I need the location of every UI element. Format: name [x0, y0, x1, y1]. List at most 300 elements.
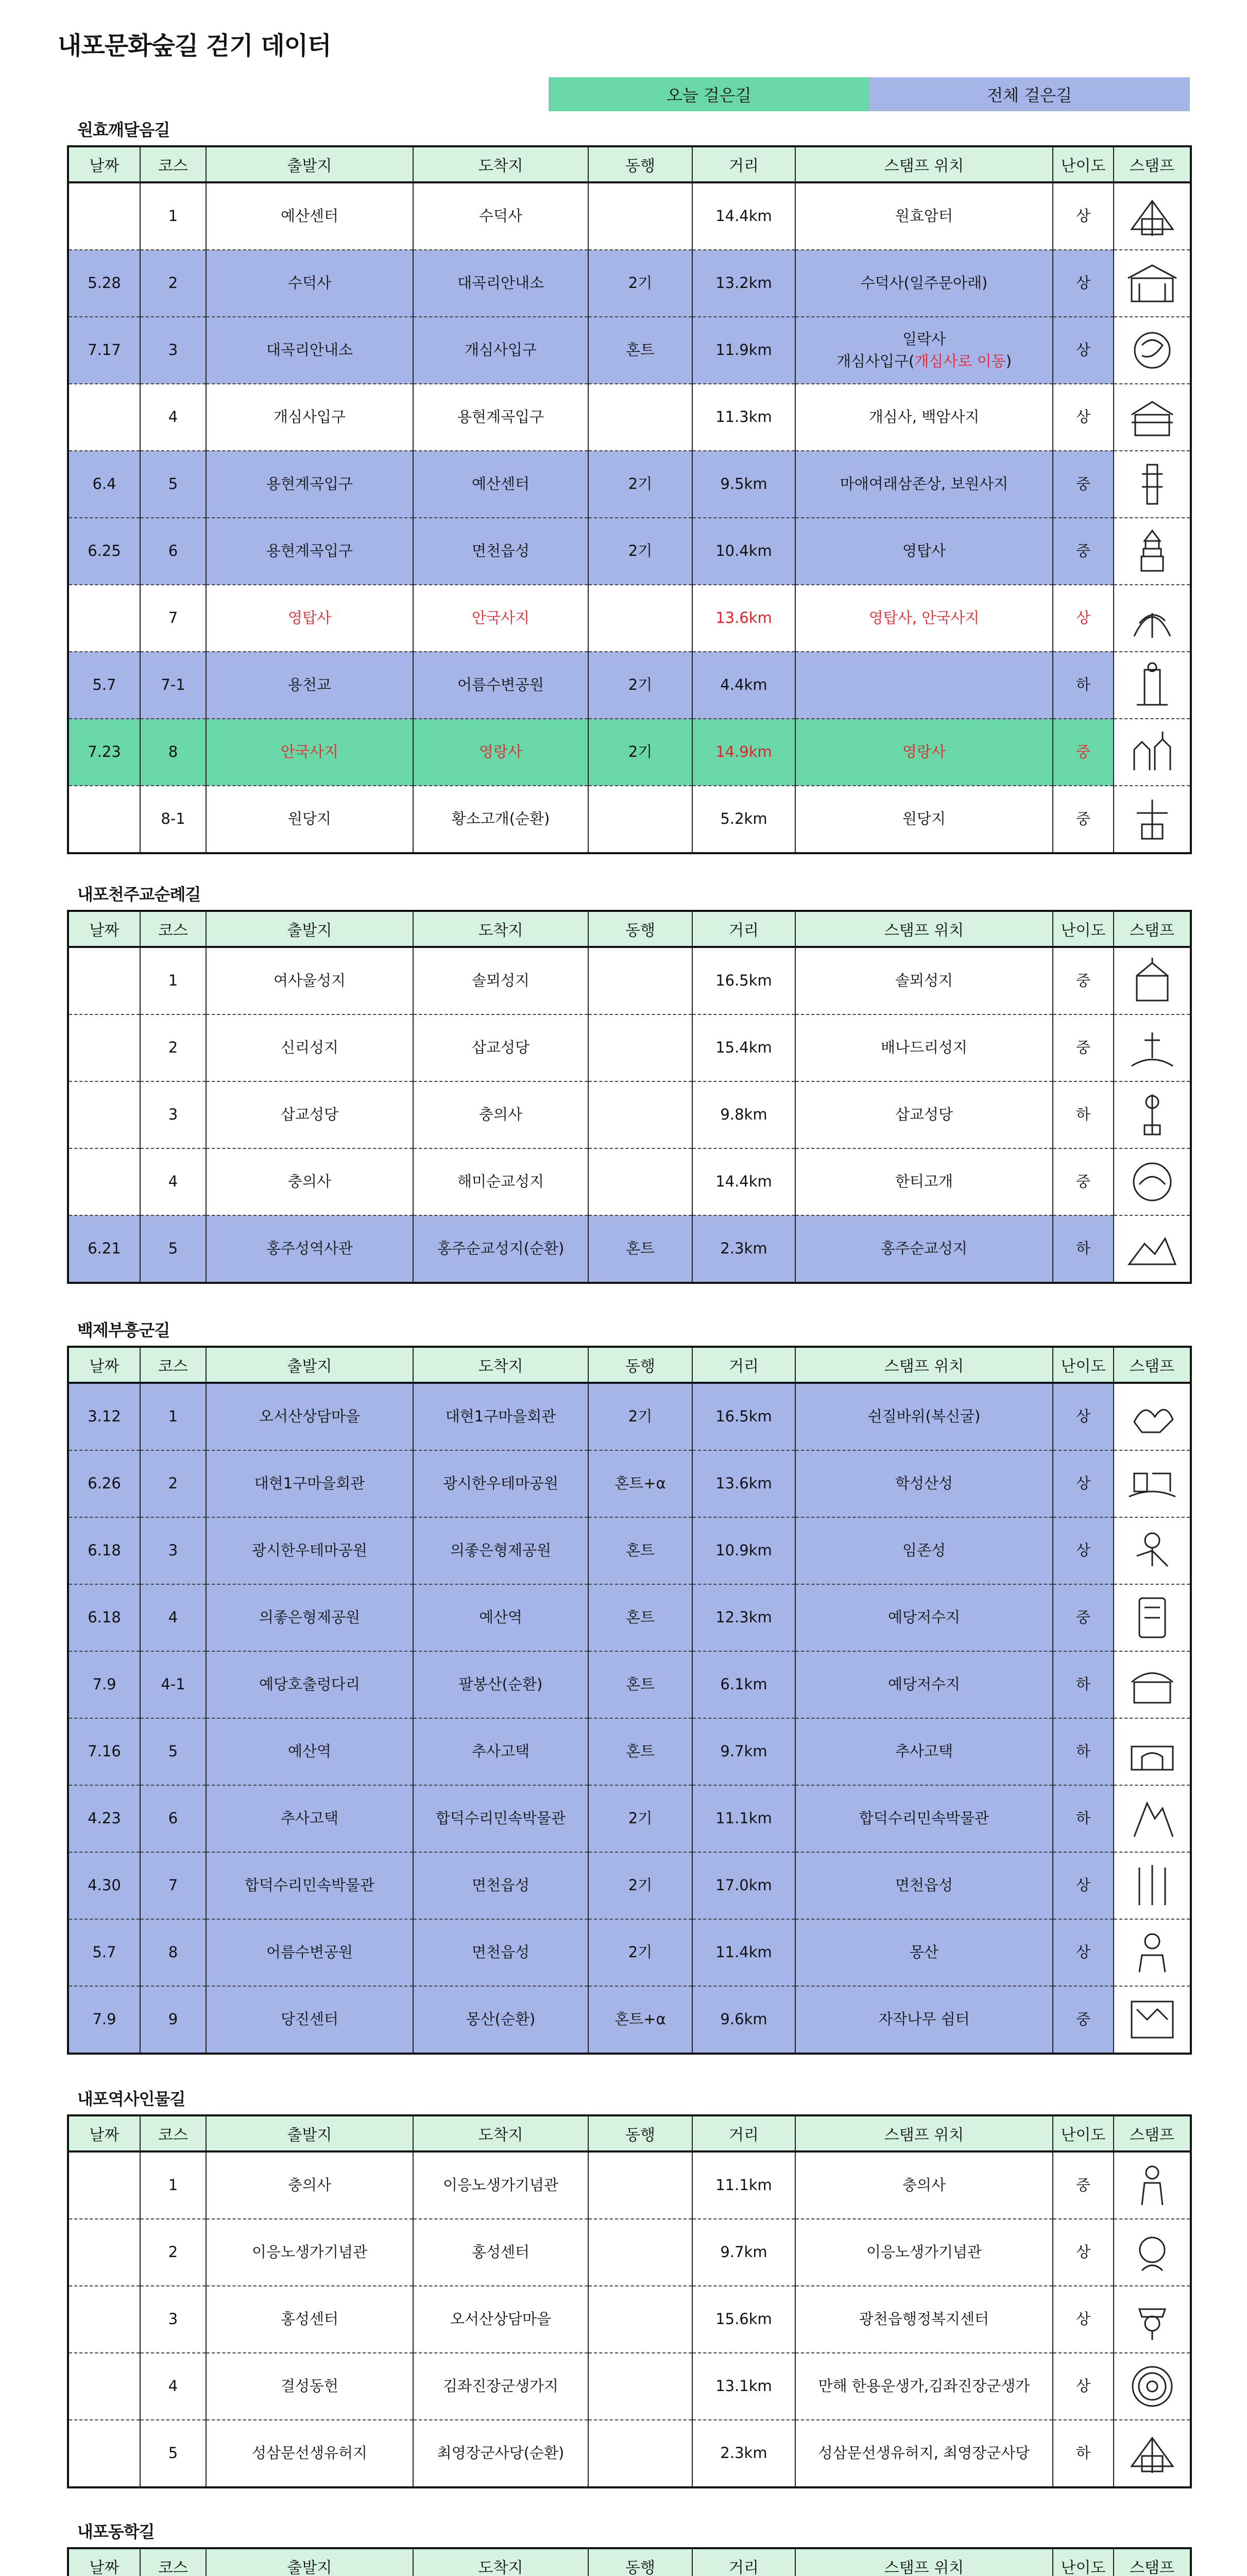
tree-stamp-icon — [1124, 659, 1181, 711]
end-cell: 안국사지 — [413, 585, 588, 652]
section-title: 백제부흥군길 — [77, 1320, 170, 1340]
course-cell: 7-1 — [140, 652, 206, 719]
table-row — [68, 250, 1191, 317]
section-title: 내포동학길 — [77, 2522, 155, 2541]
table-row — [68, 317, 1191, 384]
stamp-image-cell — [1114, 384, 1191, 451]
route-section — [67, 120, 1190, 854]
table-row — [68, 2151, 1191, 2219]
start-cell: 용현계곡입구 — [206, 451, 413, 518]
general-stamp-icon — [1124, 2428, 1181, 2479]
companion-cell: 혼트 — [588, 1584, 692, 1651]
difficulty-cell: 상 — [1053, 384, 1114, 451]
stamp-location-cell: 배나드리성지 — [795, 1014, 1053, 1081]
fisherman-stamp-icon — [1124, 1659, 1181, 1710]
column-header: 난이도 — [1053, 2115, 1114, 2151]
stamp-location-cell: 수덕사(일주문아래) — [795, 250, 1053, 317]
route-table — [67, 910, 1192, 1284]
column-header: 출발지 — [206, 2115, 413, 2151]
start-cell: 원당지 — [206, 786, 413, 853]
table-row — [68, 786, 1191, 853]
rock-stamp-icon — [1124, 1391, 1181, 1443]
distance-cell: 17.0km — [692, 1852, 795, 1919]
table-row — [68, 1215, 1191, 1283]
column-header: 코스 — [140, 2548, 206, 2576]
start-cell: 안국사지 — [206, 719, 413, 786]
table-row — [68, 1785, 1191, 1852]
companion-cell: 2기 — [588, 1383, 692, 1450]
column-header: 스탬프 — [1114, 911, 1191, 947]
course-cell: 4-1 — [140, 1651, 206, 1718]
difficulty-cell: 상 — [1053, 2219, 1114, 2286]
end-cell: 홍주순교성지(순환) — [413, 1215, 588, 1283]
cathedral-stamp-icon — [1124, 1089, 1181, 1141]
start-cell: 합덕수리민속박물관 — [206, 1852, 413, 1919]
course-cell: 2 — [140, 250, 206, 317]
column-header: 거리 — [692, 1347, 795, 1383]
date-cell: 5.7 — [68, 652, 140, 719]
difficulty-cell: 중 — [1053, 1014, 1114, 1081]
date-cell: 5.7 — [68, 1919, 140, 1986]
date-cell: 6.4 — [68, 451, 140, 518]
date-cell: 7.17 — [68, 317, 140, 384]
difficulty-cell: 상 — [1053, 1383, 1114, 1450]
table-row — [68, 451, 1191, 518]
date-cell — [68, 1081, 140, 1148]
column-header: 출발지 — [206, 146, 413, 182]
companion-cell: 혼트 — [588, 1651, 692, 1718]
table-row — [68, 518, 1191, 585]
column-header: 스탬프 — [1114, 2115, 1191, 2151]
start-cell: 충의사 — [206, 2151, 413, 2219]
course-cell: 2 — [140, 2219, 206, 2286]
start-cell: 신리성지 — [206, 1014, 413, 1081]
table-row — [68, 1383, 1191, 1450]
course-cell: 4 — [140, 384, 206, 451]
table-row — [68, 1148, 1191, 1215]
difficulty-cell: 상 — [1053, 2286, 1114, 2353]
companion-cell — [588, 2151, 692, 2219]
end-cell: 광시한우테마공원 — [413, 1450, 588, 1517]
end-cell: 수덕사 — [413, 182, 588, 250]
stamp-location-cell: 충의사 — [795, 2151, 1053, 2219]
column-header: 날짜 — [68, 2548, 140, 2576]
difficulty-cell: 상 — [1053, 1852, 1114, 1919]
column-header: 코스 — [140, 911, 206, 947]
table-row — [68, 1014, 1191, 1081]
stamp-image-cell — [1114, 2353, 1191, 2420]
end-cell: 예산센터 — [413, 451, 588, 518]
route-section — [67, 1320, 1190, 2055]
cross-stamp-icon — [1124, 1022, 1181, 1074]
distance-cell: 16.5km — [692, 947, 795, 1014]
companion-cell — [588, 384, 692, 451]
table-row — [68, 1450, 1191, 1517]
stamp-image-cell — [1114, 786, 1191, 853]
column-header: 코스 — [140, 146, 206, 182]
date-cell: 7.9 — [68, 1651, 140, 1718]
stamp-image-cell — [1114, 1718, 1191, 1785]
end-cell: 어름수변공원 — [413, 652, 588, 719]
section-title: 원효깨달음길 — [77, 120, 170, 140]
stamp-image-cell — [1114, 451, 1191, 518]
start-cell: 추사고택 — [206, 1785, 413, 1852]
end-cell: 김좌진장군생가지 — [413, 2353, 588, 2420]
course-cell: 1 — [140, 947, 206, 1014]
distance-cell: 15.6km — [692, 2286, 795, 2353]
date-cell — [68, 2151, 140, 2219]
stamp-location-cell: 합덕수리민속박물관 — [795, 1785, 1053, 1852]
column-header: 스탬프 위치 — [795, 1347, 1053, 1383]
column-header: 스탬프 — [1114, 1347, 1191, 1383]
tree-stamp-icon — [1124, 592, 1181, 644]
distance-cell: 11.9km — [692, 317, 795, 384]
calligraphy-stamp-icon — [1124, 325, 1181, 376]
column-header: 도착지 — [413, 2115, 588, 2151]
end-cell: 이응노생가기념관 — [413, 2151, 588, 2219]
end-cell: 용현계곡입구 — [413, 384, 588, 451]
companion-cell: 혼트+α — [588, 1986, 692, 2054]
stamp-location-cell: 영탑사, 안국사지 — [795, 585, 1053, 652]
page-title: 내포문화숲길 걷기 데이터 — [58, 31, 331, 60]
church-stamp-icon — [1124, 955, 1181, 1007]
museum-stamp-icon — [1124, 1793, 1181, 1844]
course-cell: 1 — [140, 2151, 206, 2219]
companion-cell: 2기 — [588, 719, 692, 786]
date-cell: 7.9 — [68, 1986, 140, 2054]
course-cell: 2 — [140, 1450, 206, 1517]
end-cell: 최영장군사당(순환) — [413, 2420, 588, 2487]
companion-cell — [588, 182, 692, 250]
date-cell: 7.16 — [68, 1718, 140, 1785]
route-table — [67, 145, 1192, 854]
companion-cell: 혼트 — [588, 1517, 692, 1584]
difficulty-cell: 상 — [1053, 1517, 1114, 1584]
course-cell: 8 — [140, 719, 206, 786]
start-cell: 어름수변공원 — [206, 1919, 413, 1986]
difficulty-cell: 상 — [1053, 182, 1114, 250]
start-cell: 충의사 — [206, 1148, 413, 1215]
end-cell: 면천읍성 — [413, 1919, 588, 1986]
mountain-stamp-icon — [1124, 1927, 1181, 1978]
companion-cell: 2기 — [588, 451, 692, 518]
stamp-location-cell: 일락사 개심사입구(개심사로 이동) — [795, 317, 1053, 384]
date-cell: 6.26 — [68, 1450, 140, 1517]
stamp-location-cell: 만해 한용운생가,김좌진장군생가 — [795, 2353, 1053, 2420]
stamp-location-cell: 한티고개 — [795, 1148, 1053, 1215]
date-cell — [68, 2353, 140, 2420]
distance-cell: 15.4km — [692, 1014, 795, 1081]
difficulty-cell: 상 — [1053, 1919, 1114, 1986]
difficulty-cell: 하 — [1053, 2420, 1114, 2487]
column-header: 동행 — [588, 911, 692, 947]
start-cell: 성삼문선생유허지 — [206, 2420, 413, 2487]
column-header: 출발지 — [206, 911, 413, 947]
stamp-image-cell — [1114, 317, 1191, 384]
table-row — [68, 1651, 1191, 1718]
table-row — [68, 1517, 1191, 1584]
difficulty-cell: 중 — [1053, 947, 1114, 1014]
stamp-location-cell: 개심사, 백암사지 — [795, 384, 1053, 451]
portrait-stamp-icon — [1124, 2361, 1181, 2412]
column-header: 스탬프 위치 — [795, 146, 1053, 182]
end-cell: 개심사입구 — [413, 317, 588, 384]
distance-cell: 16.5km — [692, 1383, 795, 1450]
legend-today: 오늘 걸은길 — [549, 77, 869, 111]
route-section — [67, 884, 1190, 1284]
stamp-image-cell — [1114, 182, 1191, 250]
distance-cell: 2.3km — [692, 2420, 795, 2487]
date-cell — [68, 182, 140, 250]
table-row — [68, 1718, 1191, 1785]
course-cell: 4 — [140, 1584, 206, 1651]
birch-stamp-icon — [1124, 1994, 1181, 2045]
start-cell: 홍주성역사관 — [206, 1215, 413, 1283]
distance-cell: 13.1km — [692, 2353, 795, 2420]
table-row — [68, 1986, 1191, 2054]
column-header: 난이도 — [1053, 146, 1114, 182]
stamp-location-cell: 원효암터 — [795, 182, 1053, 250]
date-cell: 6.18 — [68, 1517, 140, 1584]
stamp-image-cell — [1114, 652, 1191, 719]
difficulty-cell: 중 — [1053, 518, 1114, 585]
distance-cell: 13.6km — [692, 1450, 795, 1517]
start-cell: 이응노생가기념관 — [206, 2219, 413, 2286]
patriot-stamp-icon — [1124, 2160, 1181, 2211]
section-title: 내포천주교순례길 — [77, 885, 201, 904]
stamp-image-cell — [1114, 1919, 1191, 1986]
date-cell: 3.12 — [68, 1383, 140, 1450]
temple-stamp-icon — [1124, 191, 1181, 242]
start-cell: 당진센터 — [206, 1986, 413, 2054]
distance-cell: 5.2km — [692, 786, 795, 853]
distance-cell: 14.9km — [692, 719, 795, 786]
stamp-image-cell — [1114, 250, 1191, 317]
course-cell: 1 — [140, 182, 206, 250]
companion-cell — [588, 2353, 692, 2420]
table-row — [68, 2420, 1191, 2487]
start-cell: 여사울성지 — [206, 947, 413, 1014]
start-cell: 용천교 — [206, 652, 413, 719]
distance-cell: 10.9km — [692, 1517, 795, 1584]
table-header-row — [68, 1347, 1191, 1383]
column-header: 동행 — [588, 2115, 692, 2151]
stamp-image-cell — [1114, 1148, 1191, 1215]
stamp-location-cell: 예당저수지 — [795, 1584, 1053, 1651]
companion-cell: 2기 — [588, 518, 692, 585]
stamp-location-cell: 자작나무 쉼터 — [795, 1986, 1053, 2054]
start-cell: 광시한우테마공원 — [206, 1517, 413, 1584]
start-cell: 오서산상담마을 — [206, 1383, 413, 1450]
course-cell: 5 — [140, 1718, 206, 1785]
companion-cell: 혼트 — [588, 1215, 692, 1283]
end-cell: 해미순교성지 — [413, 1148, 588, 1215]
section-title: 내포역사인물길 — [77, 2089, 185, 2109]
difficulty-cell: 중 — [1053, 2151, 1114, 2219]
column-header: 난이도 — [1053, 2548, 1114, 2576]
distance-cell: 9.6km — [692, 1986, 795, 2054]
stamp-location-cell: 영탑사 — [795, 518, 1053, 585]
course-cell: 3 — [140, 2286, 206, 2353]
difficulty-cell: 중 — [1053, 1148, 1114, 1215]
distance-cell: 11.3km — [692, 384, 795, 451]
stamp-image-cell — [1114, 1081, 1191, 1148]
date-cell — [68, 947, 140, 1014]
table-row — [68, 1919, 1191, 1986]
end-cell: 면천읍성 — [413, 518, 588, 585]
pagoda-stamp-icon — [1124, 459, 1181, 510]
column-header: 날짜 — [68, 2115, 140, 2151]
column-header: 동행 — [588, 1347, 692, 1383]
date-cell — [68, 384, 140, 451]
end-cell: 팔봉산(순환) — [413, 1651, 588, 1718]
table-row — [68, 384, 1191, 451]
stamp-image-cell — [1114, 2286, 1191, 2353]
companion-cell — [588, 1014, 692, 1081]
start-cell: 홍성센터 — [206, 2286, 413, 2353]
stamp-location-cell: 마애여래삼존상, 보원사지 — [795, 451, 1053, 518]
distance-cell: 13.6km — [692, 585, 795, 652]
stamp-image-cell — [1114, 2219, 1191, 2286]
date-cell — [68, 1014, 140, 1081]
column-header: 날짜 — [68, 911, 140, 947]
stamp-image-cell — [1114, 1383, 1191, 1450]
bird-stamp-icon — [1124, 1525, 1181, 1577]
route-table — [67, 1346, 1192, 2055]
stamp-image-cell — [1114, 1986, 1191, 2054]
start-cell: 예당호출렁다리 — [206, 1651, 413, 1718]
stamp-image-cell — [1114, 1517, 1191, 1584]
column-header: 거리 — [692, 2115, 795, 2151]
difficulty-cell: 하 — [1053, 1081, 1114, 1148]
gate-stamp-icon — [1124, 258, 1181, 309]
stamp-image-cell — [1114, 719, 1191, 786]
stamp-image-cell — [1114, 1852, 1191, 1919]
companion-cell: 혼트+α — [588, 1450, 692, 1517]
date-cell: 6.25 — [68, 518, 140, 585]
end-cell: 충의사 — [413, 1081, 588, 1148]
start-cell: 대곡리안내소 — [206, 317, 413, 384]
date-cell: 6.18 — [68, 1584, 140, 1651]
stamp-image-cell — [1114, 2151, 1191, 2219]
stone-pagoda-stamp-icon — [1124, 526, 1181, 577]
route-section — [67, 2521, 1190, 2576]
table-row — [68, 2353, 1191, 2420]
stamp-location-cell: 쉰질바위(복신굴) — [795, 1383, 1053, 1450]
distance-cell: 11.4km — [692, 1919, 795, 1986]
distance-cell: 9.8km — [692, 1081, 795, 1148]
column-header: 스탬프 — [1114, 2548, 1191, 2576]
companion-cell: 2기 — [588, 1785, 692, 1852]
companion-cell — [588, 2219, 692, 2286]
date-cell — [68, 786, 140, 853]
column-header: 스탬프 위치 — [795, 911, 1053, 947]
distance-cell: 4.4km — [692, 652, 795, 719]
distance-cell: 10.4km — [692, 518, 795, 585]
date-cell: 4.30 — [68, 1852, 140, 1919]
end-cell: 영랑사 — [413, 719, 588, 786]
stamp-image-cell — [1114, 1215, 1191, 1283]
column-header: 거리 — [692, 146, 795, 182]
table-row — [68, 2219, 1191, 2286]
column-header: 거리 — [692, 911, 795, 947]
course-cell: 6 — [140, 518, 206, 585]
end-cell: 솔뫼성지 — [413, 947, 588, 1014]
stamp-location-cell: 솔뫼성지 — [795, 947, 1053, 1014]
start-cell: 의좋은형제공원 — [206, 1584, 413, 1651]
difficulty-cell: 상 — [1053, 585, 1114, 652]
column-header: 스탬프 위치 — [795, 2548, 1053, 2576]
distance-cell: 2.3km — [692, 1215, 795, 1283]
companion-cell: 혼트 — [588, 317, 692, 384]
stamp-location-cell: 영랑사 — [795, 719, 1053, 786]
distance-cell: 11.1km — [692, 2151, 795, 2219]
end-cell: 삽교성당 — [413, 1014, 588, 1081]
stamp-location-cell: 임존성 — [795, 1517, 1053, 1584]
table-row — [68, 1584, 1191, 1651]
difficulty-cell: 하 — [1053, 1718, 1114, 1785]
pavilion-stamp-icon — [1124, 392, 1181, 443]
start-cell: 용현계곡입구 — [206, 518, 413, 585]
difficulty-cell: 하 — [1053, 652, 1114, 719]
table-row — [68, 1081, 1191, 1148]
column-header: 도착지 — [413, 2548, 588, 2576]
course-cell: 3 — [140, 1517, 206, 1584]
date-cell — [68, 2219, 140, 2286]
distance-cell: 9.7km — [692, 1718, 795, 1785]
difficulty-cell: 상 — [1053, 1450, 1114, 1517]
start-cell: 결성동헌 — [206, 2353, 413, 2420]
start-cell: 대현1구마을회관 — [206, 1450, 413, 1517]
course-cell: 9 — [140, 1986, 206, 2054]
companion-cell — [588, 2286, 692, 2353]
route-table — [67, 2547, 1192, 2576]
column-header: 코스 — [140, 1347, 206, 1383]
difficulty-cell: 하 — [1053, 1785, 1114, 1852]
course-cell: 5 — [140, 1215, 206, 1283]
stamp-image-cell — [1114, 518, 1191, 585]
stamp-location-cell: 추사고택 — [795, 1718, 1053, 1785]
end-cell: 대곡리안내소 — [413, 250, 588, 317]
end-cell: 예산역 — [413, 1584, 588, 1651]
monument-stamp-icon — [1124, 1223, 1181, 1275]
distance-cell: 9.7km — [692, 2219, 795, 2286]
column-header: 날짜 — [68, 1347, 140, 1383]
stamp-image-cell — [1114, 1584, 1191, 1651]
companion-cell — [588, 1081, 692, 1148]
stamp-image-cell — [1114, 1785, 1191, 1852]
column-header: 도착지 — [413, 911, 588, 947]
stamp-location-cell: 광천읍행정복지센터 — [795, 2286, 1053, 2353]
course-cell: 3 — [140, 1081, 206, 1148]
statue-stamp-icon — [1124, 726, 1181, 778]
column-header: 출발지 — [206, 2548, 413, 2576]
artwork-stamp-icon — [1124, 2227, 1181, 2278]
stamp-location-cell: 학성산성 — [795, 1450, 1053, 1517]
end-cell: 몽산(순환) — [413, 1986, 588, 2054]
difficulty-cell: 하 — [1053, 1651, 1114, 1718]
difficulty-cell: 하 — [1053, 1215, 1114, 1283]
column-header: 도착지 — [413, 1347, 588, 1383]
column-header: 스탬프 — [1114, 146, 1191, 182]
table-row — [68, 585, 1191, 652]
stamp-image-cell — [1114, 947, 1191, 1014]
course-cell: 5 — [140, 451, 206, 518]
statue-stamp-icon — [1124, 793, 1181, 845]
distance-cell: 9.5km — [692, 451, 795, 518]
date-cell — [68, 585, 140, 652]
stamp-location-cell: 이응노생가기념관 — [795, 2219, 1053, 2286]
